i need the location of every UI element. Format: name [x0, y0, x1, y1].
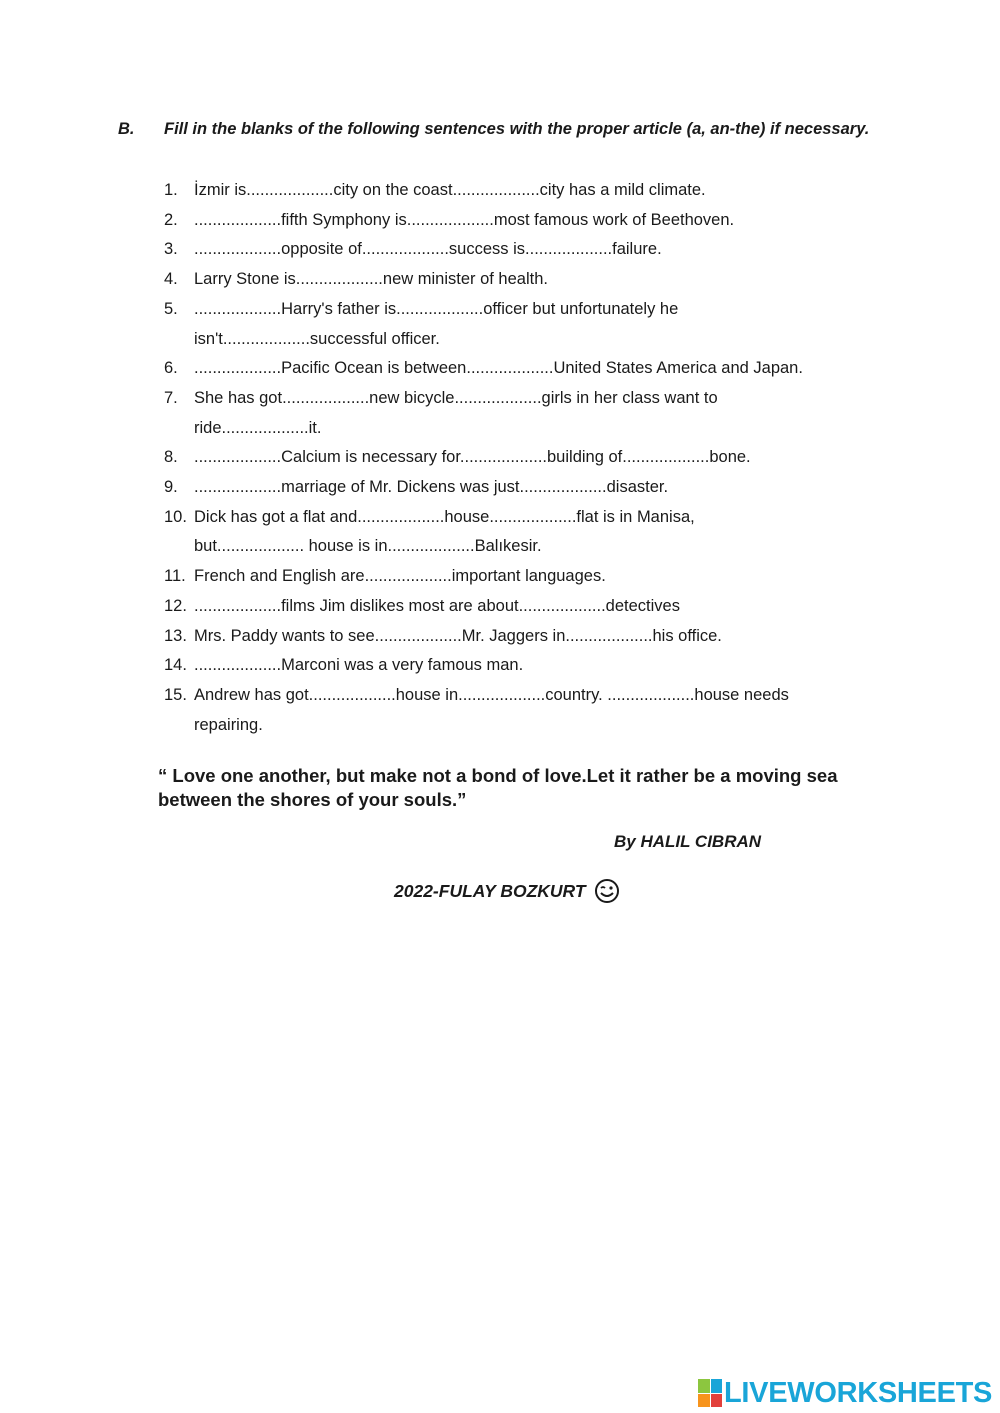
question-item: [164, 562, 904, 592]
question-item: [164, 651, 904, 681]
question-text: ...................Calcium is necessary for...................building of...................bone.: [194, 448, 751, 467]
question-text: ...................Harry's father is...................officer but unfortunately he: [194, 299, 679, 318]
liveworksheets-logo-icon: [698, 1379, 722, 1407]
question-item: [164, 473, 904, 503]
question-text: isn't...................successful officer.: [194, 329, 440, 348]
question-item: [164, 265, 904, 295]
question-number: 7.: [164, 388, 178, 407]
question-number: 15.: [164, 685, 187, 704]
credit-text: 2022-FULAY BOZKURT: [394, 880, 586, 901]
question-number: 9.: [164, 478, 178, 497]
question-text: Larry Stone is...................new minister of health.: [194, 270, 548, 289]
question-item: [164, 176, 904, 206]
question-text: repairing.: [194, 715, 263, 734]
question-number: 4.: [164, 270, 178, 289]
question-item: [164, 503, 904, 562]
question-text: ...................films Jim dislikes most are about...................detectives: [194, 596, 680, 615]
question-text: Dick has got a flat and...................house...................flat is in Manisa,: [194, 507, 695, 526]
winking-smiley-icon: [594, 878, 620, 904]
question-text: ...................Marconi was a very famous man.: [194, 656, 524, 675]
question-number: 5.: [164, 299, 178, 318]
author-credit: [394, 878, 620, 904]
logo-text: LIVEWORKSHEETS: [724, 1377, 993, 1409]
question-text: ride...................it.: [194, 418, 322, 437]
question-text: Andrew has got...................house in...................country. ...................house needs: [194, 685, 789, 704]
question-item: [164, 622, 904, 652]
question-number: 10.: [164, 507, 187, 526]
question-number: 8.: [164, 448, 178, 467]
question-item: [164, 681, 904, 740]
question-number: 6.: [164, 359, 178, 378]
question-text: but................... house is in...................Balıkesir.: [194, 537, 542, 556]
question-item: [164, 443, 904, 473]
liveworksheets-logo: [698, 1378, 992, 1408]
question-item: [164, 235, 904, 265]
question-number: 11.: [164, 567, 186, 586]
question-text: İzmir is...................city on the coast...................city has a mild climate.: [194, 181, 706, 199]
question-number: 13.: [164, 626, 187, 645]
question-text: ...................Pacific Ocean is between...................United States America and Japan.: [194, 359, 803, 378]
question-item: [164, 354, 904, 384]
question-text: Mrs. Paddy wants to see...................Mr. Jaggers in...................his office.: [194, 626, 722, 645]
question-item: [164, 592, 904, 622]
question-item: [164, 206, 904, 236]
quote-author: By HALIL CIBRAN: [614, 832, 762, 851]
question-text: ...................opposite of...................success is...................failure.: [194, 240, 662, 259]
question-text: French and English are...................important languages.: [194, 567, 606, 586]
question-number: 12.: [164, 596, 187, 615]
question-item: [164, 384, 904, 443]
quote-text: “ Love one another, but make not a bond of love.Let it rather be a moving sea between the shores of your souls.”: [158, 765, 838, 810]
question-number: 2.: [164, 210, 178, 229]
question-text: She has got...................new bicycle...................girls in her class want to: [194, 388, 718, 407]
question-number: 3.: [164, 240, 178, 259]
section-letter: B.: [118, 120, 135, 138]
question-text: ...................fifth Symphony is...................most famous work of Beethoven.: [194, 210, 735, 229]
question-number: 1.: [164, 181, 178, 199]
section-instruction: Fill in the blanks of the following sentences with the proper article (a, an-the) if necessary.: [164, 120, 870, 138]
question-number: 14.: [164, 656, 187, 675]
question-list: [164, 176, 904, 740]
question-item: [164, 295, 904, 354]
question-text: ...................marriage of Mr. Dickens was just...................disaster.: [194, 478, 669, 497]
